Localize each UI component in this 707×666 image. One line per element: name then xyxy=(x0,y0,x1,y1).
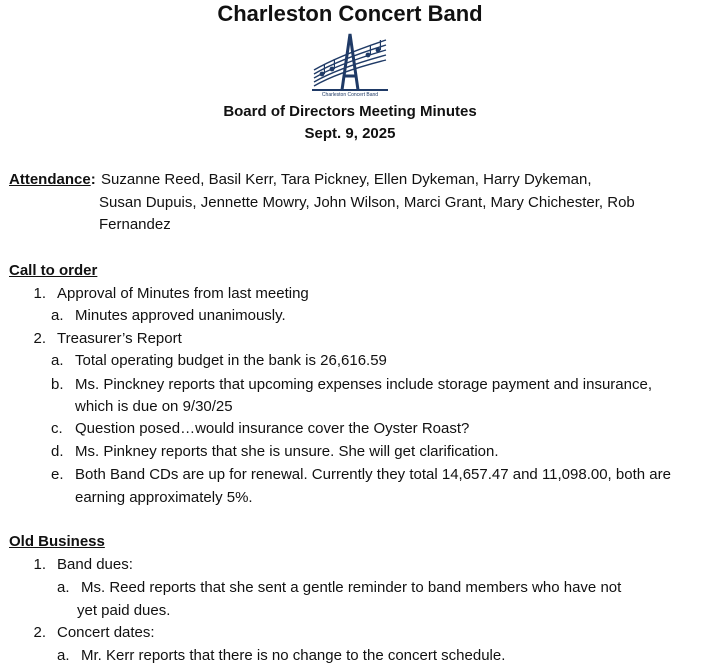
document-subtitle: Board of Directors Meeting Minutes xyxy=(223,103,477,120)
attendance-line: Fernandez xyxy=(99,216,171,233)
sub-list-item-continued: which is due on 9/30/25 xyxy=(75,398,233,415)
sub-list-marker: d. xyxy=(51,443,64,460)
list-item: Band dues: xyxy=(57,556,133,573)
sub-list-item-continued: yet paid dues. xyxy=(77,602,171,619)
sub-list-marker: a. xyxy=(57,647,70,664)
sub-list-item: Question posed…would insurance cover the Oyster Roast? xyxy=(75,420,470,437)
sub-list-marker: a. xyxy=(51,307,64,324)
sub-list-marker: a. xyxy=(57,579,70,596)
sub-list-marker: a. xyxy=(51,352,64,369)
list-marker: 2. xyxy=(33,624,46,641)
sub-list-item: Minutes approved unanimously. xyxy=(75,307,286,324)
sub-list-item: Ms. Pinckney reports that upcoming expenses include storage payment and insurance, xyxy=(75,376,652,393)
list-item: Approval of Minutes from last meeting xyxy=(57,285,309,302)
list-item: Treasurer’s Report xyxy=(57,330,182,347)
attendance-line: Suzanne Reed, Basil Kerr, Tara Pickney, Ellen Dykeman, Harry Dykeman, xyxy=(101,171,592,188)
document-title: Charleston Concert Band xyxy=(217,1,483,26)
list-marker: 1. xyxy=(33,285,46,302)
sub-list-marker: b. xyxy=(51,376,64,393)
attendance-label: Attendance: xyxy=(9,171,96,188)
sub-list-item: Total operating budget in the bank is 26,616.59 xyxy=(75,352,387,369)
meeting-date: Sept. 9, 2025 xyxy=(304,125,396,142)
sub-list-marker: c. xyxy=(51,420,63,437)
sub-list-item: Ms. Pinkney reports that she is unsure. She will get clarification. xyxy=(75,443,499,460)
sub-list-item: Both Band CDs are up for renewal. Currently they total 14,657.47 and 11,098.00, both are xyxy=(75,466,671,483)
sub-list-item: Ms. Reed reports that she sent a gentle reminder to band members who have not xyxy=(81,579,622,596)
list-item: Concert dates: xyxy=(57,624,155,641)
sub-list-item: Mr. Kerr reports that there is no change to the concert schedule. xyxy=(81,647,506,664)
band-logo xyxy=(308,30,392,98)
list-marker: 1. xyxy=(33,556,46,573)
section-heading-call-to-order: Call to order xyxy=(9,262,98,279)
list-marker: 2. xyxy=(33,330,46,347)
sub-list-item-continued: earning approximately 5%. xyxy=(75,489,253,506)
attendance-line: Susan Dupuis, Jennette Mowry, John Wilson, Marci Grant, Mary Chichester, Rob xyxy=(99,194,635,211)
section-heading-old-business: Old Business xyxy=(9,533,105,550)
sub-list-marker: e. xyxy=(51,466,64,483)
logo-caption: Charleston Concert Band xyxy=(321,92,379,98)
